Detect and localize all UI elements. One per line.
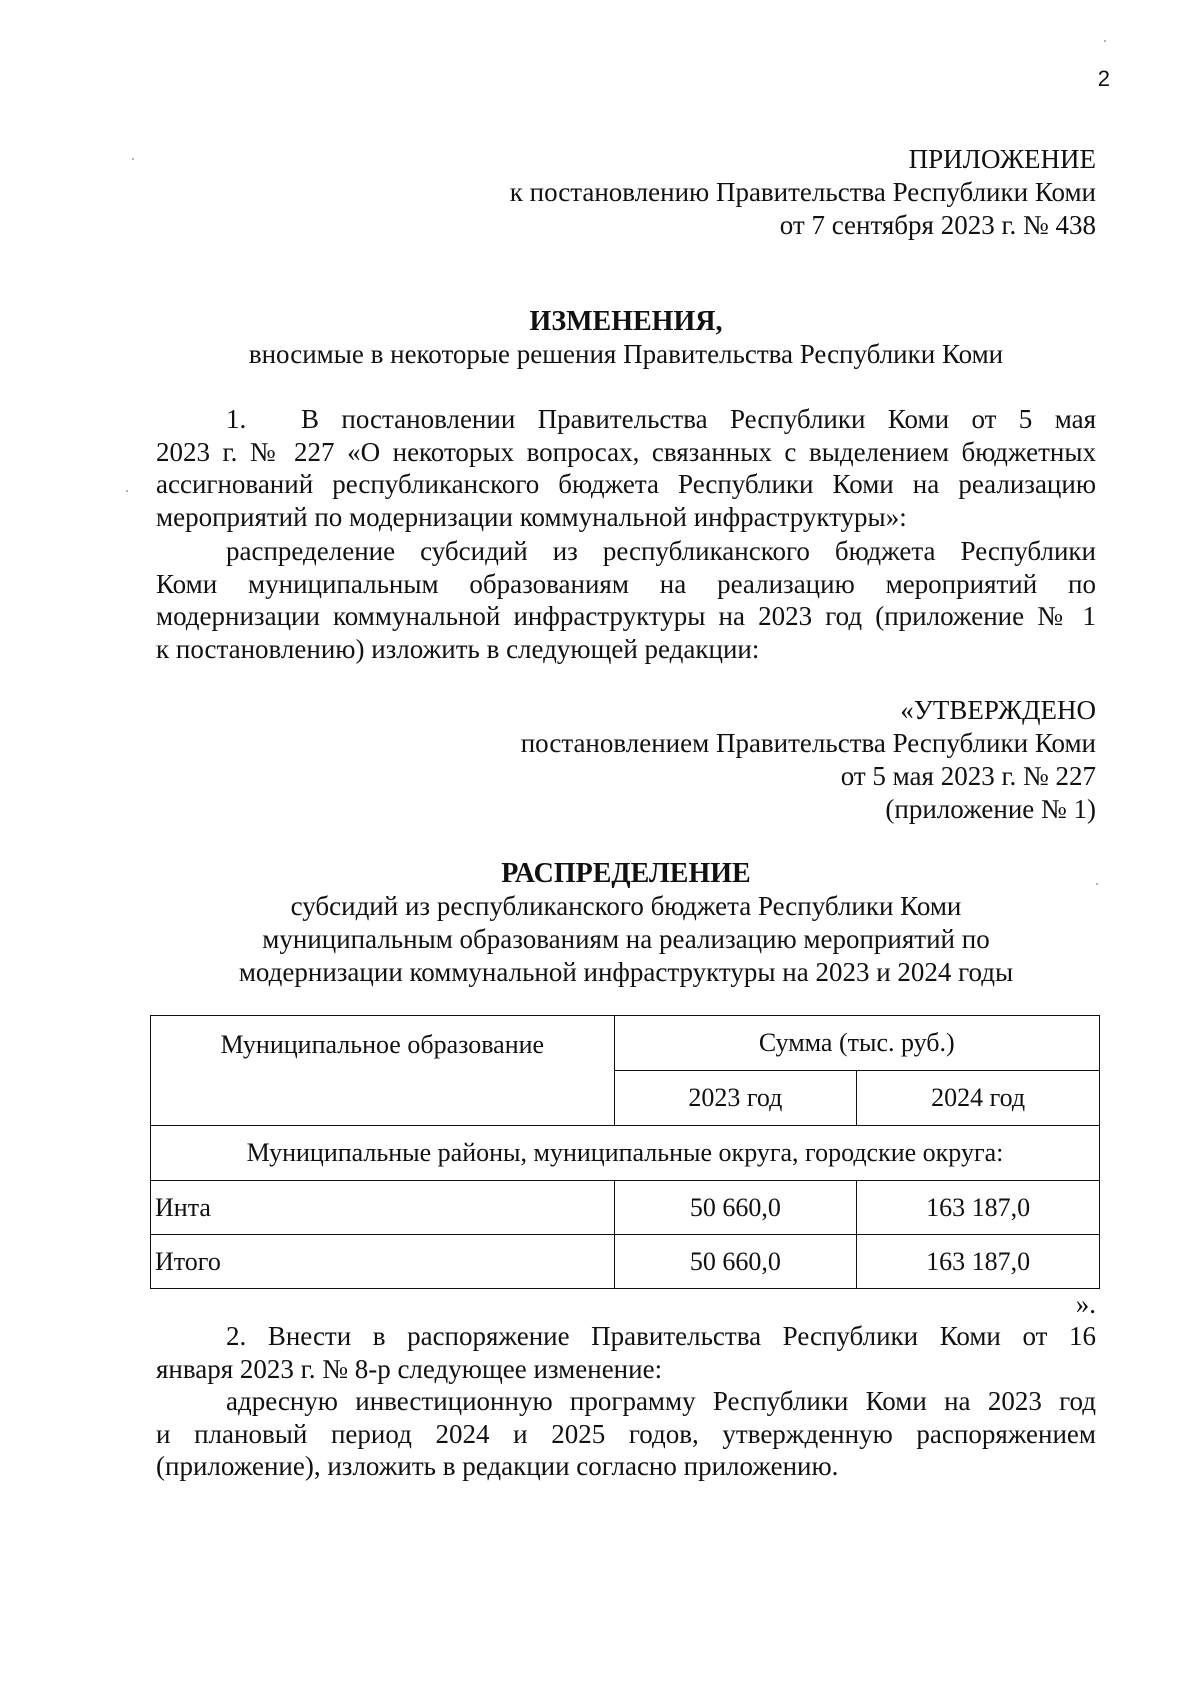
item1-p2-line1: распределение субсидий из республиканского бюджета Республики <box>226 536 1096 566</box>
distribution-line2: муниципальным образованиям на реализацию мероприятий по <box>262 924 990 954</box>
approved-line2: постановлением Правительства Республики Коми <box>520 728 1096 758</box>
row-name: Итого <box>151 1235 615 1289</box>
scan-speck <box>1096 883 1098 885</box>
distribution-line3: модернизации коммунальной инфраструктуры на 2023 и 2024 годы <box>238 957 1014 987</box>
item1-p2-line3: модернизации коммунальной инфраструктуры на 2023 год (приложение № 1 <box>156 601 1096 631</box>
table-row <box>151 1235 1100 1289</box>
item1-p2-line4: к постановлению) изложить в следующей редакции: <box>156 633 760 664</box>
item1-paragraph <box>156 403 1096 533</box>
item2-p2-line2: и плановый период 2024 и 2025 годов, утвержденную распоряжением <box>156 1418 1096 1449</box>
item2-paragraph <box>156 1320 1096 1483</box>
annex-date: от 7 сентября 2023 г. № 438 <box>779 210 1096 240</box>
changes-heading: ИЗМЕНЕНИЯ, <box>529 306 723 337</box>
header-municipality: Муниципальное образование <box>151 1016 615 1126</box>
scan-speck <box>126 490 128 492</box>
row-name: Инта <box>151 1181 615 1235</box>
item1-p2-line2: Коми муниципальным образованиям на реализацию мероприятий по <box>156 568 1096 599</box>
item1-line4: мероприятий по модернизации коммунальной инфраструктуры»: <box>156 501 907 532</box>
annex-title: ПРИЛОЖЕНИЕ <box>908 144 1096 174</box>
item1-number: 1. <box>226 404 247 434</box>
item2-line1: 2. Внести в распоряжение Правительства Республики Коми от 16 <box>226 1321 1096 1351</box>
approved-title: «УТВЕРЖДЕНО <box>900 695 1096 725</box>
row-2023: 50 660,0 <box>614 1181 857 1235</box>
annex-reference: к постановлению Правительства Республики Коми <box>509 177 1096 207</box>
header-2024: 2024 год <box>857 1071 1100 1126</box>
item1-paragraph2 <box>156 535 1096 665</box>
item2-p2-line3: (приложение), изложить в редакции согласно приложению. <box>156 1451 839 1481</box>
item1-line2: 2023 г. № 227 «О некоторых вопросах, связанных с выделением бюджетных <box>156 436 1096 467</box>
scan-speck <box>132 158 134 160</box>
scan-speck <box>1104 40 1106 42</box>
row-2023: 50 660,0 <box>614 1235 857 1289</box>
header-2023: 2023 год <box>614 1071 857 1126</box>
row-2024: 163 187,0 <box>857 1235 1100 1289</box>
distribution-line1: субсидий из республиканского бюджета Республики Коми <box>290 891 962 921</box>
closing-quote: ». <box>1075 1289 1096 1319</box>
item2-line2: января 2023 г. № 8-р следующее изменение: <box>156 1353 663 1384</box>
item1-line3: ассигнований республиканского бюджета Республики Коми на реализацию <box>156 469 1096 499</box>
approved-line4: (приложение № 1) <box>885 794 1096 824</box>
item1-line1 <box>156 403 1096 436</box>
changes-subtitle: вносимые в некоторые решения Правительства Республики Коми <box>248 339 1004 369</box>
section-row: Муниципальные районы, муниципальные округа, городские округа: <box>151 1126 1100 1181</box>
page-number: 2 <box>1097 66 1110 91</box>
row-2024: 163 187,0 <box>857 1181 1100 1235</box>
table-row <box>151 1181 1100 1235</box>
approved-line3: от 5 мая 2023 г. № 227 <box>840 761 1096 791</box>
item2-p2-line1: адресную инвестиционную программу Республики Коми на 2023 год <box>226 1386 1096 1416</box>
header-sum: Сумма (тыс. руб.) <box>614 1016 1099 1071</box>
item1-line1-text: В постановлении Правительства Республики Коми от 5 мая <box>301 404 1096 434</box>
subsidy-table <box>150 1015 1100 1289</box>
distribution-heading: РАСПРЕДЕЛЕНИЕ <box>501 858 751 889</box>
